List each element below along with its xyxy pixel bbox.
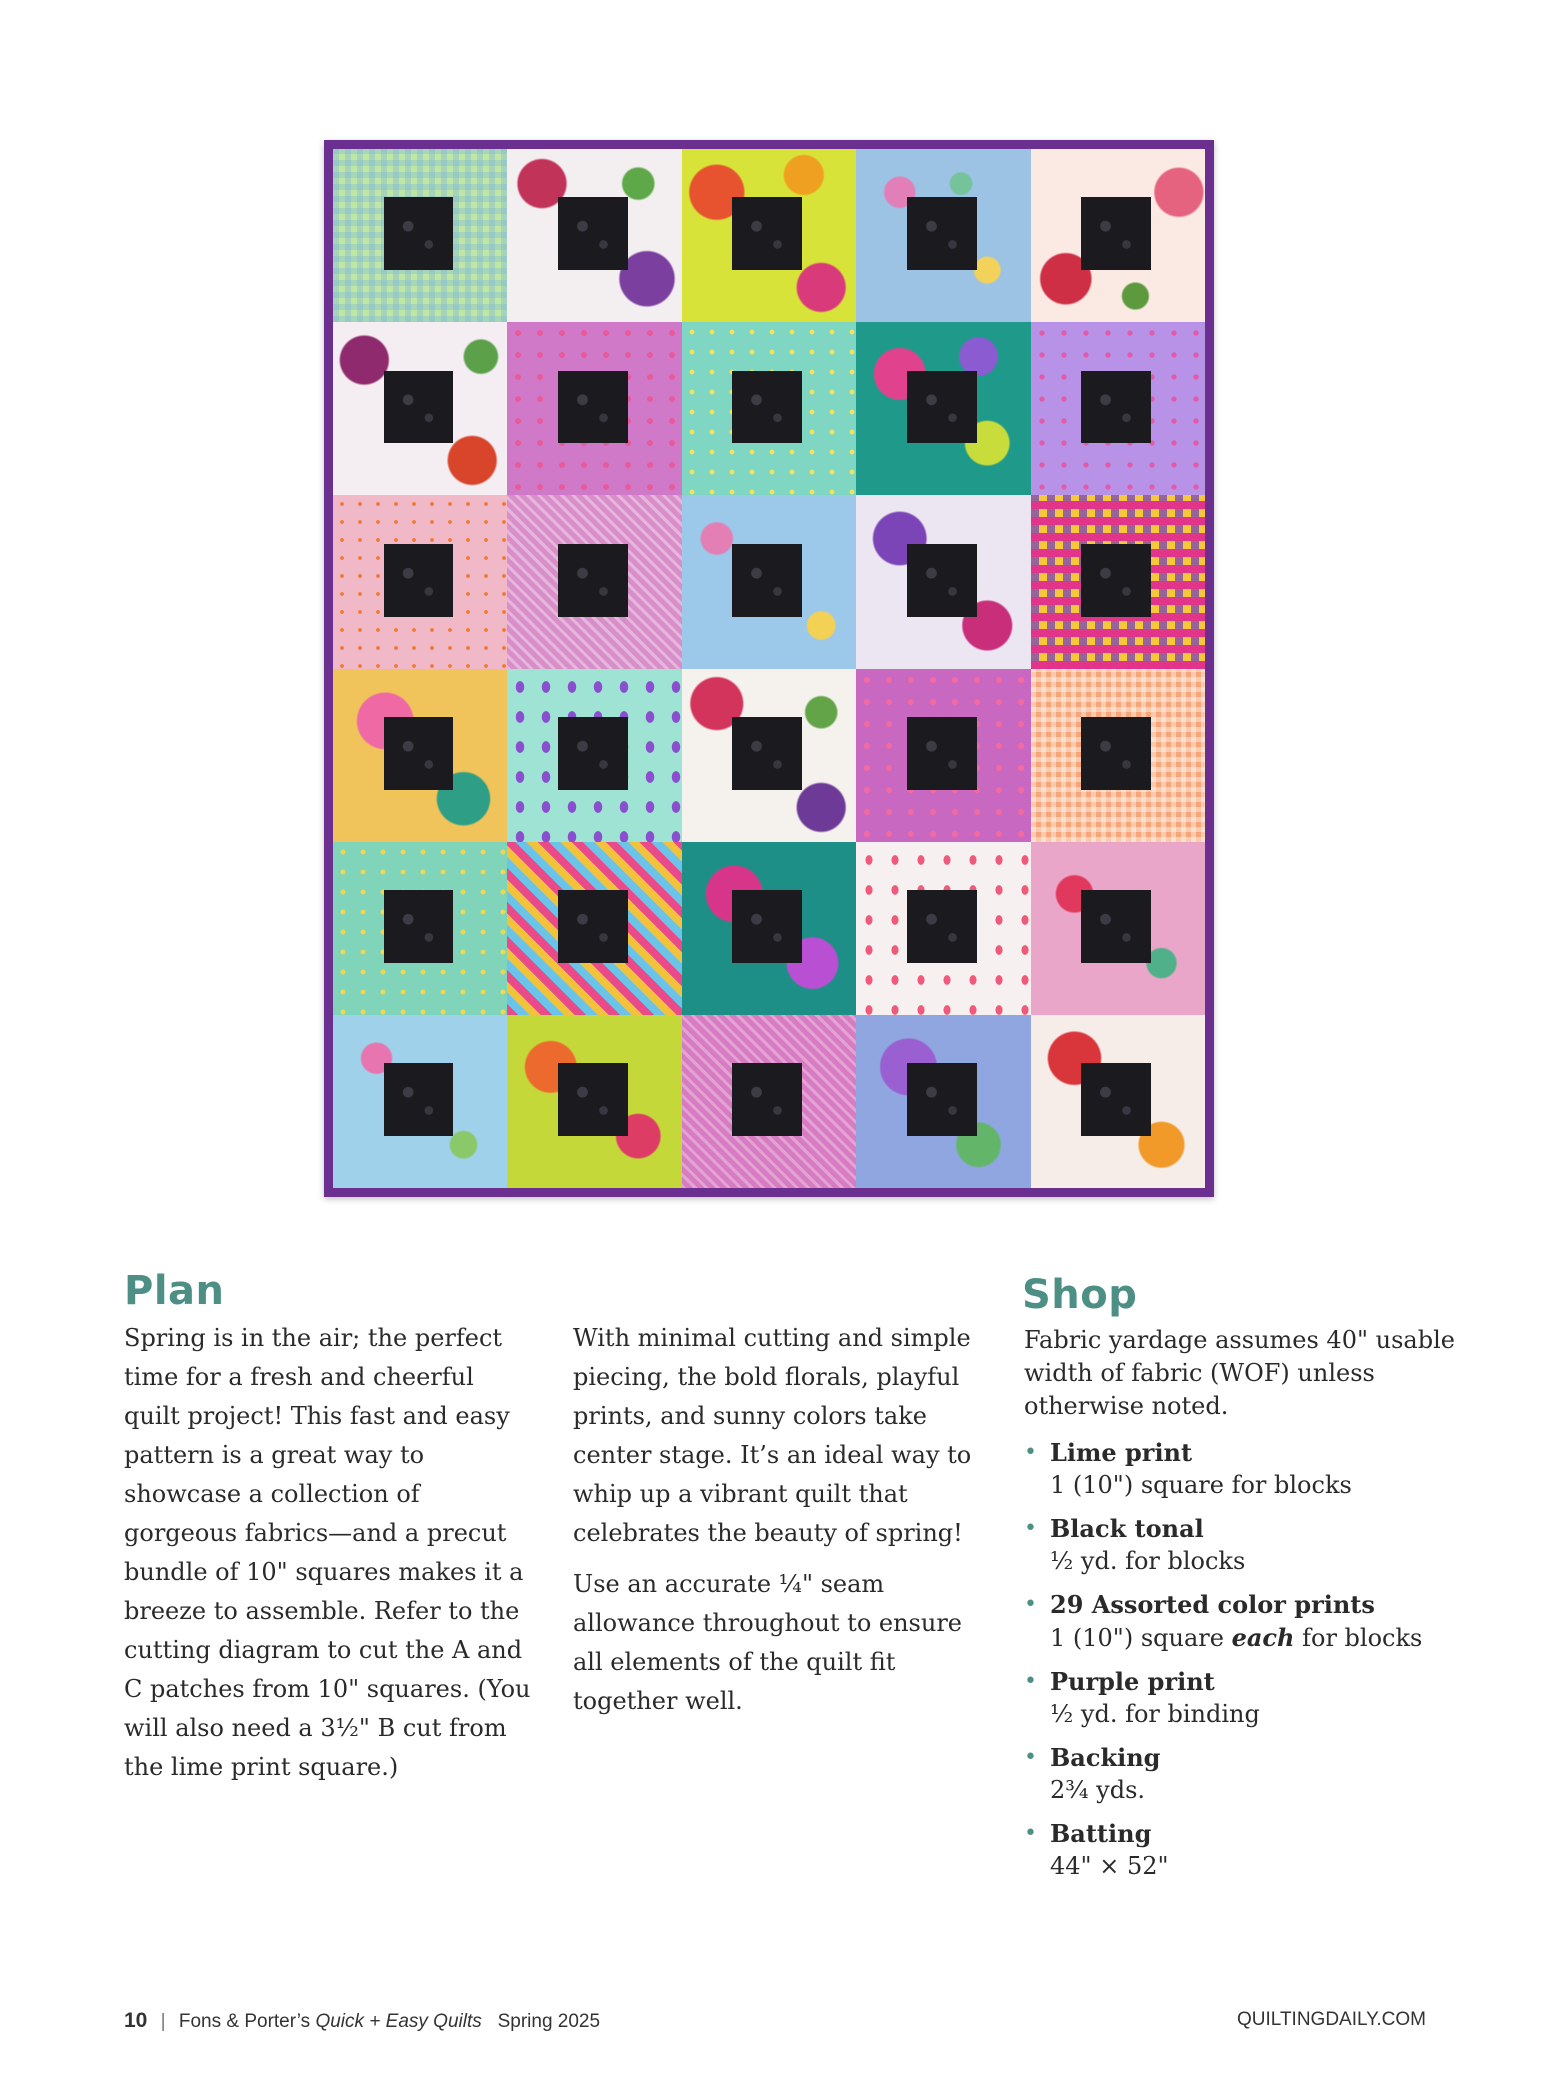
quilt-block bbox=[1031, 495, 1205, 668]
bullet-icon: • bbox=[1024, 1669, 1037, 1694]
quilt-block-center bbox=[1081, 197, 1151, 270]
quilt-block bbox=[682, 1015, 856, 1188]
quilt-block-center bbox=[558, 371, 628, 444]
quilt-block-center bbox=[384, 371, 454, 444]
quilt-block-center bbox=[558, 197, 628, 270]
plan-heading: Plan bbox=[124, 1268, 225, 1314]
quilt-photo bbox=[324, 140, 1214, 1197]
shop-item bbox=[1024, 1817, 1464, 1883]
quilt-block-center bbox=[907, 544, 977, 617]
quilt-block bbox=[682, 322, 856, 495]
quilt-block-center bbox=[907, 1063, 977, 1136]
shop-item-amount: 1 (10") square for blocks bbox=[1050, 1471, 1352, 1499]
quilt-block bbox=[333, 495, 507, 668]
quilt-block bbox=[507, 669, 681, 842]
quilt-block bbox=[1031, 322, 1205, 495]
shop-item-amount: 44" × 52" bbox=[1050, 1852, 1169, 1880]
quilt-block bbox=[682, 495, 856, 668]
shop-item bbox=[1024, 1436, 1464, 1502]
quilt-block-center bbox=[1081, 1063, 1151, 1136]
quilt-block bbox=[856, 842, 1030, 1015]
quilt-block-center bbox=[384, 890, 454, 963]
quilt-block bbox=[856, 1015, 1030, 1188]
quilt-block bbox=[507, 149, 681, 322]
quilt-block-center bbox=[558, 1063, 628, 1136]
quilt-grid bbox=[333, 149, 1205, 1188]
quilt-block-center bbox=[907, 371, 977, 444]
quilt-block-center bbox=[732, 544, 802, 617]
quilt-block-center bbox=[732, 371, 802, 444]
quilt-block bbox=[333, 842, 507, 1015]
shop-item bbox=[1024, 1741, 1464, 1807]
bullet-icon: • bbox=[1024, 1745, 1037, 1770]
shop-item-amount: 2¾ yds. bbox=[1050, 1776, 1146, 1804]
plan-paragraph-1: Spring is in the air; the perfect time for a fresh and cheerful quilt project! This fast and easy pattern is a great way to showcase a collection of gorgeous fabrics—and a precut bundle of 10" squares makes it a breeze to assemble. Refer to the cutting diagram to cut the A and C patches from 10" squares. (You will also need a 3½" B cut from the lime print square.) bbox=[124, 1324, 531, 1781]
quilt-block bbox=[333, 322, 507, 495]
quilt-block bbox=[507, 842, 681, 1015]
quilt-block bbox=[1031, 1015, 1205, 1188]
quilt-block-center bbox=[384, 717, 454, 790]
shop-list bbox=[1024, 1436, 1464, 1893]
quilt-block bbox=[1031, 669, 1205, 842]
magazine-title: Quick + Easy Quilts bbox=[315, 2011, 482, 2032]
shop-item-name: Backing bbox=[1050, 1743, 1161, 1772]
quilt-block-center bbox=[558, 544, 628, 617]
quilt-block bbox=[507, 322, 681, 495]
quilt-block-center bbox=[907, 197, 977, 270]
plan-column-1 bbox=[124, 1319, 534, 1799]
quilt-block-center bbox=[384, 197, 454, 270]
shop-heading: Shop bbox=[1022, 1272, 1138, 1318]
bullet-icon: • bbox=[1024, 1516, 1037, 1541]
shop-item-amount-pre: 1 (10") square bbox=[1050, 1624, 1232, 1652]
plan-paragraph-2: With minimal cutting and simple piecing, the bold florals, playful prints, and sunny colors take center stage. It’s an ideal way to whip up a vibrant quilt that celebrates the beauty of spring! bbox=[573, 1324, 972, 1547]
quilt-block-center bbox=[1081, 890, 1151, 963]
shop-item bbox=[1024, 1588, 1464, 1655]
bullet-icon: • bbox=[1024, 1592, 1037, 1617]
shop-item-name: Purple print bbox=[1050, 1667, 1215, 1696]
quilt-block bbox=[333, 669, 507, 842]
quilt-block-center bbox=[1081, 371, 1151, 444]
quilt-block-center bbox=[558, 717, 628, 790]
quilt-block bbox=[682, 669, 856, 842]
footer-separator: | bbox=[160, 2011, 166, 2032]
shop-item-amount-emphasis: each bbox=[1231, 1623, 1295, 1652]
shop-item-name: Lime print bbox=[1050, 1438, 1193, 1467]
quilt-block-center bbox=[558, 890, 628, 963]
plan-paragraph-3: Use an accurate ¼" seam allowance throughout to ensure all elements of the quilt fit together well. bbox=[573, 1570, 963, 1715]
bullet-icon: • bbox=[1024, 1821, 1037, 1846]
quilt-block bbox=[333, 149, 507, 322]
quilt-block-center bbox=[384, 1063, 454, 1136]
footer-site: QUILTINGDAILY.COM bbox=[1237, 2009, 1426, 2030]
quilt-block-center bbox=[907, 717, 977, 790]
shop-item-amount-post: for blocks bbox=[1294, 1624, 1423, 1652]
shop-item-amount: ½ yd. for binding bbox=[1050, 1700, 1260, 1728]
plan-column-2 bbox=[573, 1319, 973, 1733]
quilt-block bbox=[856, 149, 1030, 322]
quilt-block-center bbox=[1081, 717, 1151, 790]
shop-intro: Fabric yardage assumes 40" usable width of fabric (WOF) unless otherwise noted. bbox=[1024, 1326, 1455, 1420]
shop-item bbox=[1024, 1665, 1464, 1731]
quilt-block-center bbox=[732, 197, 802, 270]
shop-item-name: Black tonal bbox=[1050, 1514, 1204, 1543]
issue-date: Spring 2025 bbox=[497, 2011, 601, 2032]
shop-item bbox=[1024, 1512, 1464, 1578]
shop-item-amount bbox=[1050, 1621, 1464, 1655]
quilt-block bbox=[856, 495, 1030, 668]
quilt-block bbox=[856, 322, 1030, 495]
quilt-block-center bbox=[732, 890, 802, 963]
footer-left bbox=[124, 2009, 600, 2033]
quilt-block bbox=[682, 149, 856, 322]
quilt-block-center bbox=[732, 1063, 802, 1136]
quilt-block-center bbox=[732, 717, 802, 790]
shop-item-name: Batting bbox=[1050, 1819, 1152, 1848]
quilt-block bbox=[507, 1015, 681, 1188]
quilt-block bbox=[856, 669, 1030, 842]
quilt-block-center bbox=[907, 890, 977, 963]
shop-item-name: 29 Assorted color prints bbox=[1050, 1590, 1375, 1619]
quilt-block bbox=[682, 842, 856, 1015]
quilt-block-center bbox=[1081, 544, 1151, 617]
shop-item-amount: ½ yd. for blocks bbox=[1050, 1547, 1246, 1575]
quilt-block bbox=[507, 495, 681, 668]
quilt-block bbox=[333, 1015, 507, 1188]
page-number: 10 bbox=[124, 2009, 148, 2032]
quilt-block bbox=[1031, 149, 1205, 322]
bullet-icon: • bbox=[1024, 1440, 1037, 1465]
quilt-block bbox=[1031, 842, 1205, 1015]
quilt-block-center bbox=[384, 544, 454, 617]
magazine-name: Fons & Porter’s bbox=[178, 2011, 316, 2032]
